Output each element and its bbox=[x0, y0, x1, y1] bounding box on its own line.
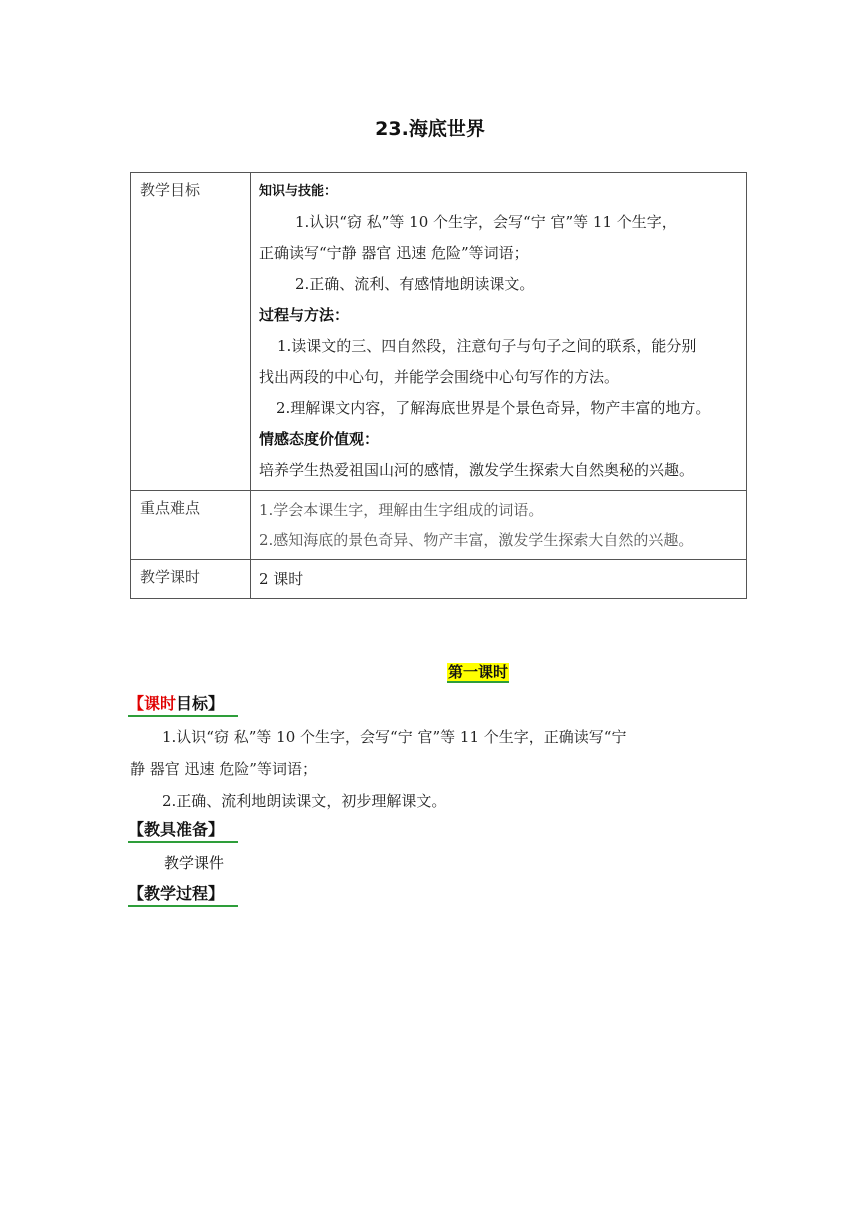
goal-heading-rest: 目标】 bbox=[176, 694, 225, 713]
process-item-1b: 找出两段的中心句，并能学会围绕中心句写作的方法。 bbox=[259, 368, 620, 386]
goals-label: 教学目标 bbox=[131, 173, 251, 491]
teaching-plan-table bbox=[130, 172, 747, 599]
table-row-goals bbox=[131, 173, 747, 491]
key-points-content bbox=[251, 491, 747, 560]
goals-content bbox=[251, 173, 747, 491]
goal-heading-red: 课时 bbox=[144, 694, 177, 713]
knowledge-item-2: 2.正确、流利、有感情地朗读课文。 bbox=[295, 275, 535, 293]
hours-label: 教学课时 bbox=[131, 560, 251, 599]
lesson-title bbox=[0, 661, 860, 682]
document-title: 23.海底世界 bbox=[375, 118, 485, 140]
lesson-title-text: 第一课时 bbox=[447, 663, 508, 681]
hours-value bbox=[251, 560, 747, 599]
table-row-hours bbox=[131, 560, 747, 599]
process-item-2: 2.理解课文内容，了解海底世界是个景色奇异，物产丰富的地方。 bbox=[276, 399, 711, 417]
lesson-goal-heading bbox=[128, 693, 238, 717]
lesson-goal-2: 2.正确、流利地朗读课文，初步理解课文。 bbox=[162, 792, 447, 810]
goal-heading-bracket: 【 bbox=[128, 694, 145, 713]
table-row-key-points bbox=[131, 491, 747, 560]
key-point-2: 2.感知海底的景色奇异、物产丰富，激发学生探索大自然的兴趣。 bbox=[259, 531, 694, 549]
key-point-1: 1.学会本课生字，理解由生字组成的词语。 bbox=[259, 501, 544, 519]
process-item-1a: 1.读课文的三、四自然段，注意句子与句子之间的联系，能分别 bbox=[277, 337, 697, 355]
process-heading: 过程与方法： bbox=[259, 306, 350, 324]
emotion-heading: 情感态度价值观： bbox=[259, 430, 380, 448]
tools-heading: 【教具准备】 bbox=[128, 819, 238, 843]
lesson-goal-1b: 静 器官 迅速 危险”等词语； bbox=[130, 760, 317, 778]
knowledge-item-1a: 1.认识“窃 私”等 10 个生字，会写“宁 官”等 11 个生字， bbox=[295, 213, 677, 231]
tools-value: 教学课件 bbox=[164, 854, 225, 872]
knowledge-item-1b: 正确读写“宁静 器官 迅速 危险”等词语； bbox=[259, 244, 529, 262]
emotion-item-1: 培养学生热爱祖国山河的感情，激发学生探索大自然奥秘的兴趣。 bbox=[259, 461, 695, 479]
hours-text: 2 课时 bbox=[259, 570, 304, 588]
process-section-heading: 【教学过程】 bbox=[128, 883, 238, 907]
knowledge-heading: 知识与技能： bbox=[259, 184, 338, 199]
key-points-label: 重点难点 bbox=[131, 491, 251, 560]
lesson-goals bbox=[130, 721, 740, 817]
lesson-goal-1a: 1.认识“窃 私”等 10 个生字，会写“宁 官”等 11 个生字，正确读写“宁 bbox=[162, 728, 627, 746]
